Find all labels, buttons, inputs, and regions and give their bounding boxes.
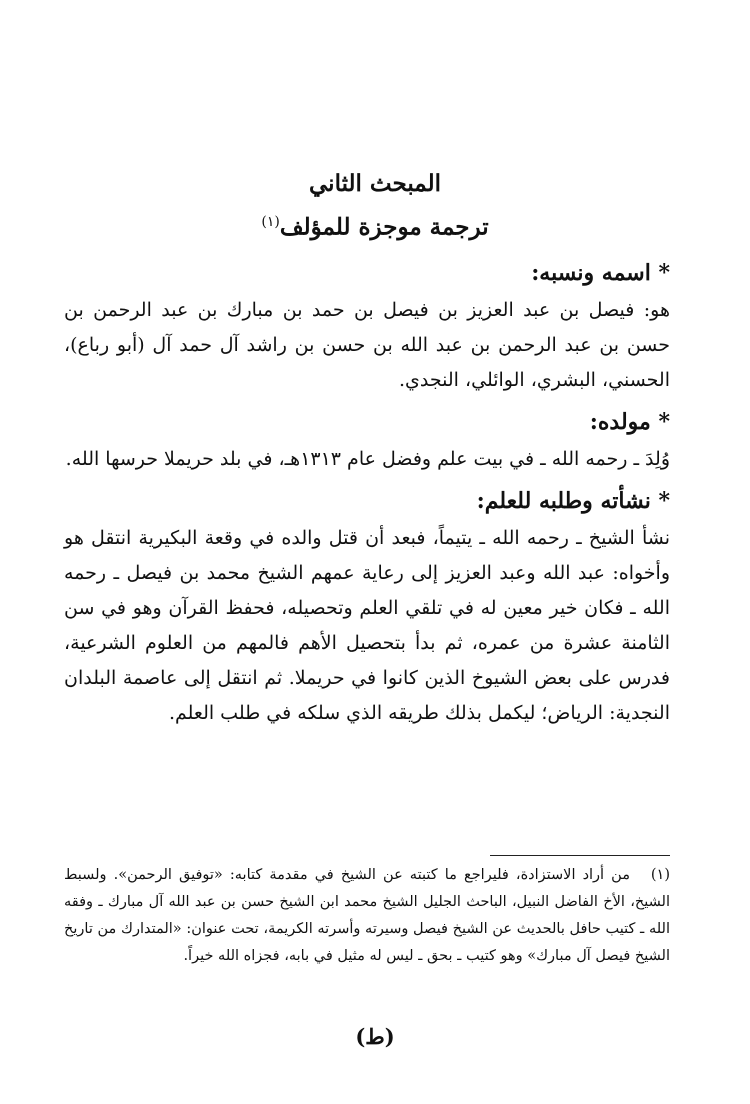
subtitle-text: ترجمة موجزة للمؤلف bbox=[279, 213, 489, 241]
footnote-marker[interactable]: (١) bbox=[261, 214, 280, 230]
footnote-number: (١) bbox=[650, 867, 670, 883]
paragraph-birth: وُلِدَ ـ رحمه الله ـ في بيت علم وفضل عام ١٣١٣هـ، في بلد حريملا حرسها الله. bbox=[65, 448, 670, 470]
main-content bbox=[64, 253, 670, 735]
paragraph-upbringing: نشأ الشيخ ـ رحمه الله ـ يتيماً، فبعد أن قتل والده في وقعة البكيرية انتقل هو وأخواه: عبد الله وعبد العزيز إلى رعاية عمهم الشيخ محمد بن فيصل ـ رحمه الله ـ فكان خير معين له في تلقي العلم وتحصيله، فحفظ القرآن وهو في سن الثامنة عشرة من عمره، ثم بدأ بتحصيل الأهم فالمهم من العلوم الشرعية، فدرس على بعض الشيوخ الذين كانوا في حريملا. ثم انتقل إلى عاصمة البلدان النجدية: الرياض؛ ليكمل بذلك طريقه الذي سلكه في طلب العلم. bbox=[64, 527, 670, 724]
heading-name-lineage: * اسمه ونسبه: bbox=[531, 260, 670, 286]
footnote bbox=[64, 862, 670, 970]
title-block bbox=[0, 166, 750, 248]
paragraph-name-lineage: هو: فيصل بن عبد العزيز بن فيصل بن حمد بن مبارك بن عبد الرحمن بن حسن بن عبد الرحمن بن عبد الله بن حسن بن راشد آل حمد آل (أبو رباع)، الحسني، البشري، الوائلي، النجدي. bbox=[64, 299, 670, 391]
heading-upbringing: * نشأته وطلبه للعلم: bbox=[476, 488, 670, 514]
heading-birth: * مولده: bbox=[589, 409, 670, 435]
page-number: (ط) bbox=[355, 1024, 395, 1049]
subtitle bbox=[0, 202, 750, 248]
footnote-text: من أراد الاستزادة، فليراجع ما كتبته عن الشيخ في مقدمة كتابه: «توفيق الرحمن». ولسبط الشيخ، الأخ الفاضل النبيل، الباحث الجليل الشيخ محمد ابن الشيخ حسن بن عبد الله آل مبارك ـ وفقه الله ـ كتيب حافل بالحديث عن الشيخ فيصل وسيرته وأسرته الكريمة، تحت عنوان: «المتدارك من تاريخ الشيخ فيصل آل مبارك» وهو كتيب ـ بحق ـ ليس له مثيل في بابه، فجزاه الله خيراً. bbox=[64, 867, 670, 964]
footnote-divider bbox=[490, 855, 670, 856]
section-title: المبحث الثاني bbox=[309, 170, 441, 197]
